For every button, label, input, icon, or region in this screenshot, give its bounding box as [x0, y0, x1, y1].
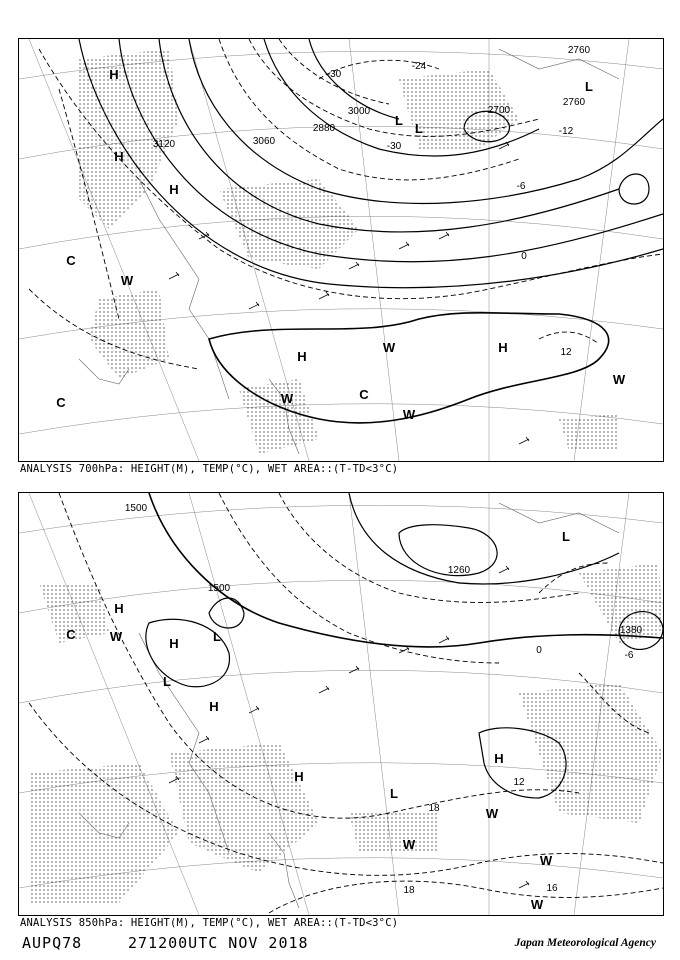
contour-value-label: -6 [624, 650, 634, 661]
contour-value-label: -30 [326, 69, 342, 80]
contour-value-label: 2700 [487, 105, 511, 116]
pressure-center-label: W [402, 837, 416, 852]
pressure-center-label: C [359, 387, 369, 402]
pressure-center-label: H [297, 349, 307, 364]
contour-value-label: 2760 [562, 97, 586, 108]
pressure-center-label: H [498, 340, 508, 355]
contour-value-label: 1380 [619, 625, 643, 636]
pressure-center-label: W [612, 372, 626, 387]
pressure-center-label: W [539, 853, 553, 868]
pressure-center-label: H [169, 636, 179, 651]
contour-value-label: -30 [386, 141, 402, 152]
pressure-center-label: L [163, 674, 171, 689]
contour-value-label: 3000 [347, 106, 371, 117]
contour-value-label: 18 [403, 885, 415, 896]
pressure-center-label: W [530, 897, 544, 912]
pressure-center-label: W [402, 407, 416, 422]
pressure-center-label: H [114, 601, 124, 616]
pressure-center-label: W [109, 629, 123, 644]
contour-value-label: 16 [546, 883, 558, 894]
contour-value-label: -12 [558, 126, 574, 137]
map-panel-850hpa [18, 492, 664, 916]
pressure-center-label: H [209, 699, 219, 714]
pressure-center-label: C [56, 395, 66, 410]
bulletin-code: AUPQ78 [22, 934, 83, 952]
caption-700hpa: ANALYSIS 700hPa: HEIGHT(M), TEMP(°C), WET AREA::(T-TD<3°C) [20, 463, 399, 475]
contour-value-label: 3060 [252, 136, 276, 147]
pressure-center-label: W [485, 806, 499, 821]
pressure-center-label: W [382, 340, 396, 355]
bulletin-datetime: 271200UTC NOV 2018 [128, 934, 309, 952]
contour-value-label: 3120 [152, 139, 176, 150]
caption-850hpa: ANALYSIS 850hPa: HEIGHT(M), TEMP(°C), WET AREA::(T-TD<3°C) [20, 917, 399, 929]
contour-value-label: 12 [560, 347, 572, 358]
contour-value-label: 18 [428, 803, 440, 814]
map-700hpa-svg [19, 39, 663, 461]
contour-value-label: 0 [521, 251, 527, 262]
contour-value-label: 1500 [124, 503, 148, 514]
pressure-center-label: C [66, 627, 76, 642]
pressure-center-label: H [494, 751, 504, 766]
pressure-center-label: L [213, 629, 221, 644]
pressure-center-label: H [114, 149, 124, 164]
map-panel-700hpa [18, 38, 664, 462]
wind-barbs [169, 142, 529, 444]
pressure-center-label: H [169, 182, 179, 197]
pressure-center-label: L [585, 79, 593, 94]
contour-value-label: -6 [516, 181, 526, 192]
pressure-center-label: W [280, 391, 294, 406]
contour-value-label: -24 [411, 61, 427, 72]
contour-value-label: 2880 [312, 123, 336, 134]
contour-value-label: 1260 [447, 565, 471, 576]
agency-name: Japan Meteorological Agency [514, 937, 656, 949]
contour-labels-700 [153, 45, 591, 358]
contour-value-label: 2760 [567, 45, 591, 56]
pressure-center-label: L [395, 113, 403, 128]
pressure-center-label: L [415, 121, 423, 136]
pressure-center-label: L [390, 786, 398, 801]
contour-value-label: 0 [536, 645, 542, 656]
wet-areas [29, 563, 663, 903]
contour-value-label: 1500 [207, 583, 231, 594]
map-850hpa-svg [19, 493, 663, 915]
pressure-center-label: H [109, 67, 119, 82]
pressure-center-label: L [562, 529, 570, 544]
pressure-center-label: W [120, 273, 134, 288]
pressure-center-label: H [294, 769, 304, 784]
contour-value-label: 12 [513, 777, 525, 788]
pressure-center-label: C [66, 253, 76, 268]
